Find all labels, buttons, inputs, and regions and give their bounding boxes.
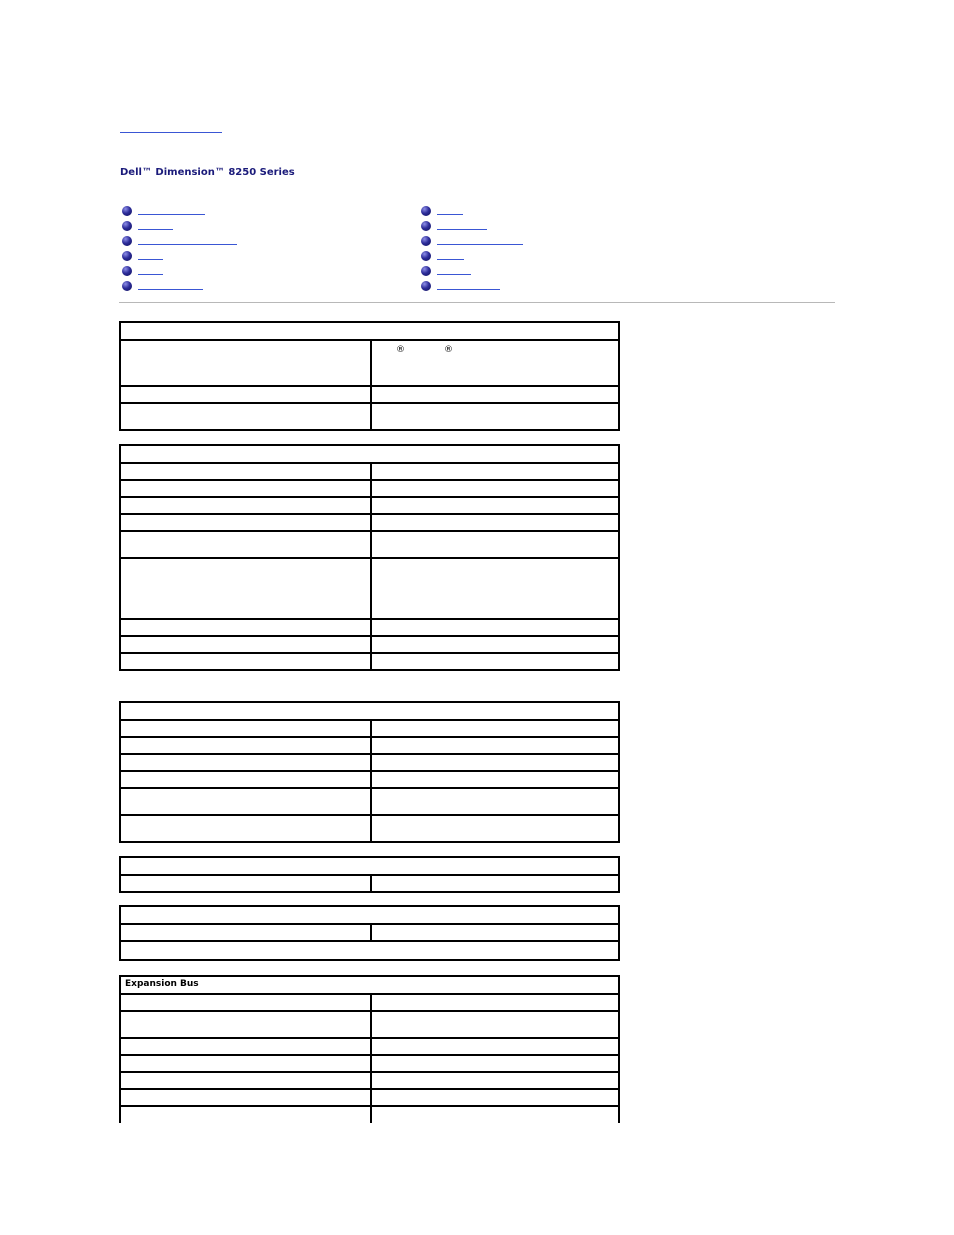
spec-label [120,619,371,636]
bullet-icon [421,251,431,261]
spec-label [120,875,371,892]
table-header: Expansion Bus [120,976,619,994]
bullet-icon [421,281,431,291]
spec-label [120,403,371,430]
spec-label [120,653,371,670]
spec-label [120,463,371,480]
spec-value [371,737,619,754]
bullet-icon [122,206,132,216]
spec-table-memory [119,444,620,671]
spec-value [371,720,619,737]
spec-value [371,924,619,941]
nav-link[interactable] [437,229,487,230]
nav-link[interactable] [138,244,237,245]
table-header [120,702,619,720]
bullet-icon [421,206,431,216]
nav-link[interactable] [437,289,500,290]
nav-link[interactable] [138,289,203,290]
spec-value [371,636,619,653]
spec-label [120,1011,371,1038]
nav-link[interactable] [437,214,463,215]
spec-label [120,1106,371,1123]
spec-value [371,1072,619,1089]
spec-table-processor [119,321,620,431]
bullet-icon [421,236,431,246]
nav-link[interactable] [437,259,464,260]
spec-value [371,815,619,842]
spec-value [371,875,619,892]
spec-label [120,531,371,558]
bullet-icon [122,236,132,246]
table-header [120,445,619,463]
divider [119,302,835,303]
spec-label [120,924,371,941]
spec-value [371,497,619,514]
spec-value [371,480,619,497]
spec-value [371,340,619,386]
spec-label [120,1055,371,1072]
spec-value [371,771,619,788]
bullet-icon [421,221,431,231]
spec-value [371,653,619,670]
table-header [120,857,619,875]
spec-label [120,788,371,815]
nav-link[interactable] [437,244,523,245]
spec-label [120,754,371,771]
spec-label [120,558,371,619]
spec-label [120,994,371,1011]
spec-table-video [119,856,620,893]
spec-label [120,497,371,514]
table-header [120,322,619,340]
spec-label [120,340,371,386]
bullet-icon [122,266,132,276]
spec-value [371,1106,619,1123]
bullet-icon [421,266,431,276]
spec-value [371,1089,619,1106]
spec-label [120,771,371,788]
bullet-icon [122,251,132,261]
spec-value [371,558,619,619]
spec-value [371,1011,619,1038]
spec-value [371,514,619,531]
spec-value [371,619,619,636]
spec-label [120,386,371,403]
back-to-contents-link[interactable] [120,122,222,133]
registered-mark: ® [396,345,405,355]
spec-label [120,1089,371,1106]
spec-note [120,941,619,960]
spec-value [371,1055,619,1072]
table-header [120,906,619,924]
spec-value [371,463,619,480]
spec-value [371,1038,619,1055]
nav-link[interactable] [138,229,173,230]
nav-link[interactable] [138,274,163,275]
spec-label [120,1038,371,1055]
nav-link[interactable] [437,274,471,275]
registered-mark: ® [444,345,453,355]
bullet-icon [122,221,132,231]
spec-label [120,636,371,653]
spec-label [120,737,371,754]
spec-value [371,386,619,403]
spec-label [120,514,371,531]
spec-value [371,994,619,1011]
spec-value [371,788,619,815]
nav-link[interactable] [138,214,205,215]
spec-value [371,531,619,558]
spec-table-computer-information [119,701,620,843]
bullet-icon [122,281,132,291]
spec-table-expansion-bus [119,975,620,1123]
spec-value [371,403,619,430]
spec-label [120,1072,371,1089]
page-title: Dell™ Dimension™ 8250 Series [120,167,295,178]
spec-label [120,480,371,497]
spec-table-audio [119,905,620,961]
nav-link[interactable] [138,259,163,260]
spec-label [120,720,371,737]
spec-label [120,815,371,842]
spec-value [371,754,619,771]
